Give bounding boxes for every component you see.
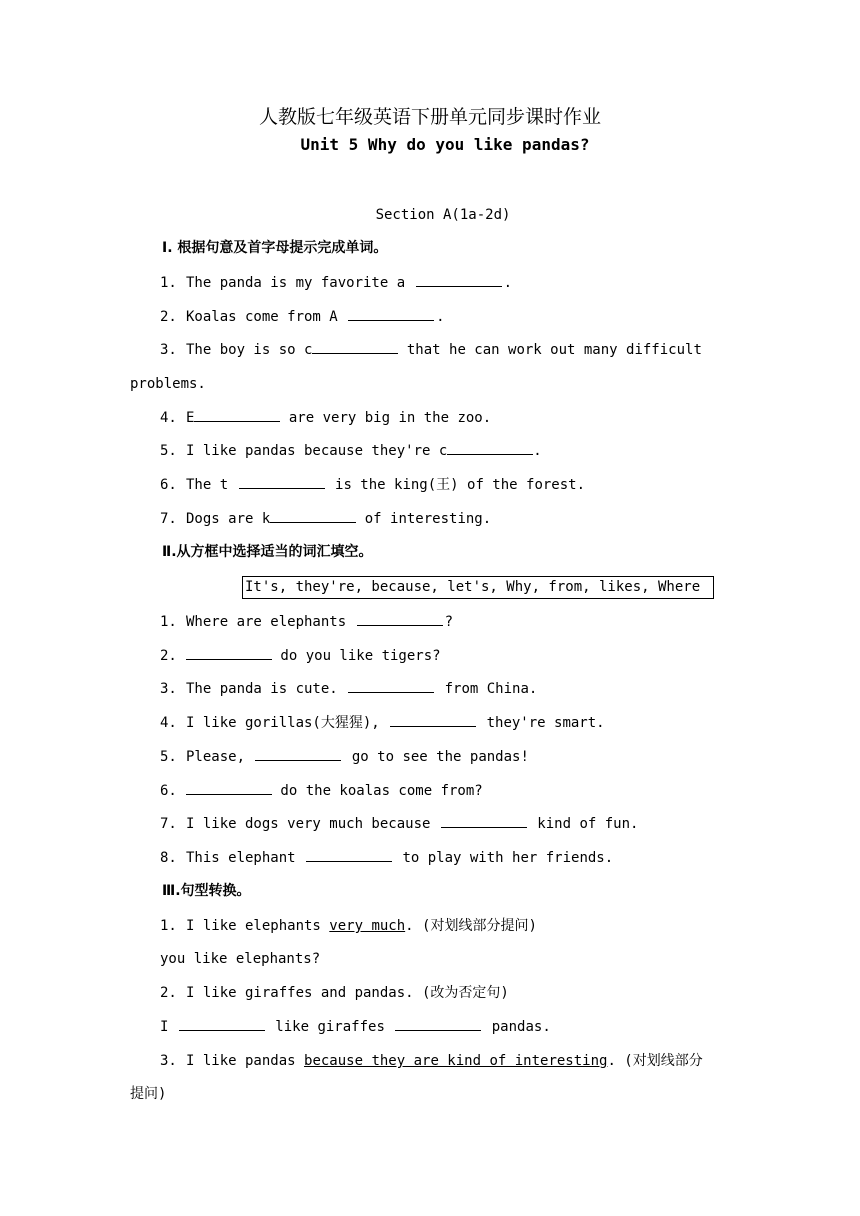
- part2-heading: Ⅱ.从方框中选择适当的词汇填空。: [162, 544, 373, 560]
- item-text: pandas.: [483, 1019, 551, 1035]
- item-number: 2.: [160, 985, 177, 1001]
- item-text: This elephant: [186, 850, 296, 866]
- answer-blank[interactable]: [348, 306, 434, 321]
- item-number: 3.: [160, 681, 177, 697]
- answer-blank[interactable]: [179, 1016, 265, 1031]
- answer-blank[interactable]: [348, 678, 434, 693]
- item-text: Koalas come from A: [186, 309, 338, 325]
- item-text: of interesting.: [356, 511, 492, 527]
- item-text: Where are elephants: [186, 614, 347, 630]
- part1-item-7: [160, 508, 491, 530]
- document-title: 人教版七年级英语下册单元同步课时作业: [258, 106, 601, 128]
- item-number: 3.: [160, 342, 177, 358]
- answer-blank[interactable]: [239, 474, 325, 489]
- item-text: The panda is cute.: [186, 681, 338, 697]
- item-text: Dogs are k: [186, 511, 271, 527]
- item-text: do you like tigers?: [272, 648, 441, 664]
- part1-item-1: [160, 272, 512, 294]
- part1-item-3: [160, 339, 702, 361]
- answer-blank[interactable]: [390, 712, 476, 727]
- underlined-phrase: because they are kind of interesting: [304, 1053, 608, 1069]
- item-number: 6.: [160, 477, 177, 493]
- item-text: are very big in the zoo.: [280, 410, 492, 426]
- part3-question-3-continuation: 提问): [130, 1086, 167, 1102]
- item-text: I like elephants: [186, 918, 330, 934]
- answer-blank[interactable]: [194, 407, 280, 422]
- item-number: 4.: [160, 410, 177, 426]
- item-text: go to see the pandas!: [343, 749, 529, 765]
- answer-blank[interactable]: [395, 1016, 481, 1031]
- item-text: do the koalas come from?: [272, 783, 483, 799]
- item-text: The boy is so c: [186, 342, 313, 358]
- part3-question-2: [160, 982, 509, 1004]
- item-number: 1.: [160, 918, 177, 934]
- item-text: ?: [444, 614, 454, 630]
- part1-heading: Ⅰ. 根据句意及首字母提示完成单词。: [162, 240, 388, 256]
- document-subtitle: Unit 5 Why do you like pandas?: [300, 135, 590, 154]
- part2-item-5: [160, 746, 529, 768]
- answer-blank[interactable]: [357, 611, 443, 626]
- answer-blank[interactable]: [255, 746, 341, 761]
- item-text: that he can work out many difficult: [398, 342, 702, 358]
- part2-item-8: [160, 847, 613, 869]
- part2-item-1: [160, 611, 453, 633]
- part3-question-3: [160, 1050, 703, 1072]
- item-number: 6.: [160, 783, 177, 799]
- section-label: Section A(1a-2d): [375, 207, 511, 223]
- item-text: .: [503, 275, 513, 291]
- item-text: is the king(王) of the forest.: [326, 477, 586, 493]
- item-number: 2.: [160, 309, 177, 325]
- answer-blank[interactable]: [416, 272, 502, 287]
- answer-blank[interactable]: [306, 847, 392, 862]
- item-number: 5.: [160, 443, 177, 459]
- item-text: E: [186, 410, 195, 426]
- item-text: to play with her friends.: [394, 850, 614, 866]
- item-text: I like giraffes and pandas. (改为否定句): [186, 985, 509, 1001]
- part3-answer-2: [160, 1016, 551, 1038]
- item-text: The panda is my favorite a: [186, 275, 406, 291]
- part2-item-3: [160, 678, 537, 700]
- item-number: 3.: [160, 1053, 177, 1069]
- answer-blank[interactable]: [441, 813, 527, 828]
- item-number: 1.: [160, 275, 177, 291]
- part1-item-4: [160, 407, 491, 429]
- item-number: 1.: [160, 614, 177, 630]
- item-number: 5.: [160, 749, 177, 765]
- answer-blank[interactable]: [447, 440, 533, 455]
- answer-blank[interactable]: [270, 508, 356, 523]
- item-text: they're smart.: [478, 715, 605, 731]
- item-number: 4.: [160, 715, 177, 731]
- item-text: kind of fun.: [528, 816, 639, 832]
- part1-item-6: [160, 474, 585, 496]
- part3-question-1: [160, 915, 537, 937]
- part2-item-2: [160, 645, 441, 667]
- part1-item-5: [160, 440, 542, 462]
- item-number: 7.: [160, 511, 177, 527]
- item-text: . (对划线部分提问): [405, 918, 537, 934]
- part3-heading: Ⅲ.句型转换。: [162, 883, 251, 899]
- item-text: like giraffes: [266, 1019, 385, 1035]
- answer-blank[interactable]: [186, 780, 272, 795]
- word-box: It's, they're, because, let's, Why, from, likes, Where: [242, 576, 714, 599]
- item-text: Please,: [186, 749, 246, 765]
- item-text: I like pandas because they're c: [186, 443, 448, 459]
- answer-blank[interactable]: [312, 339, 398, 354]
- item-text: .: [436, 309, 445, 325]
- answer-blank[interactable]: [186, 645, 272, 660]
- item-text: from China.: [436, 681, 538, 697]
- part2-item-7: [160, 813, 638, 835]
- part1-item-2: [160, 306, 445, 328]
- part2-item-6: [160, 780, 483, 802]
- item-text: The t: [186, 477, 229, 493]
- item-text: . (对划线部分: [607, 1053, 703, 1069]
- item-text: I like dogs very much because: [186, 816, 431, 832]
- part3-answer-1: you like elephants?: [160, 951, 321, 967]
- item-number: 2.: [160, 648, 177, 664]
- item-text: .: [533, 443, 542, 459]
- part2-item-4: [160, 712, 605, 734]
- underlined-phrase: very much: [329, 918, 406, 934]
- item-text: I: [160, 1019, 169, 1035]
- item-text: I like pandas: [186, 1053, 305, 1069]
- item-text: I like gorillas(大猩猩),: [186, 715, 380, 731]
- item-number: 7.: [160, 816, 177, 832]
- part1-item-3-continuation: problems.: [130, 376, 206, 392]
- item-number: 8.: [160, 850, 177, 866]
